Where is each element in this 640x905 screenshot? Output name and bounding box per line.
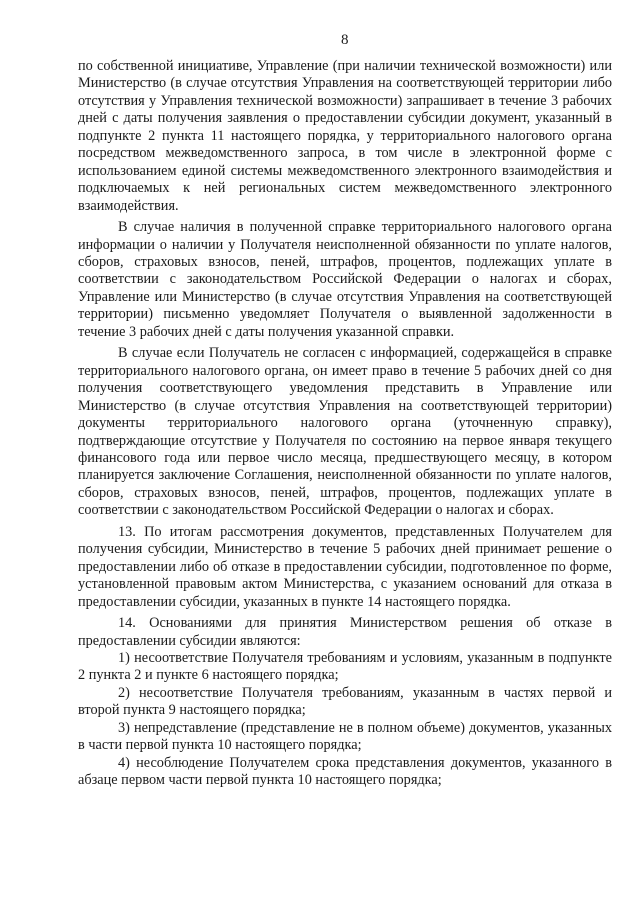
document-body bbox=[78, 58, 612, 790]
page-number: 8 bbox=[341, 32, 349, 48]
paragraph-tax-debt-notice: В случае наличия в полученной справке территориального налогового органа информации о наличии у Получателя неисполненной обязанности по уплате налогов, сборов, страховых взносов, пеней, штрафов, процентов, подлежащих уплате в соответствии с законодательством Российской Федерации о налогах и сборах, Управление или Министерство (в случае отсутствия Управления на соответствующей территории) письменно уведомляет Получателя о выявленной задолженности в течение 3 рабочих дней с даты получения указанной справки. bbox=[78, 219, 612, 340]
paragraph-13-decision: 13. По итогам рассмотрения документов, представленных Получателем для получения субсидии, Министерство в течение 5 рабочих дней принимает решение о предоставлении либо об отказе в предоставлении субсидии, подготовленное по форме, установленной правовым актом Министерства, с указанием оснований для отказа в предоставлении субсидии, указанных в пункте 14 настоящего порядка. bbox=[78, 523, 612, 610]
list-item-3: 3) непредставление (представление не в полном объеме) документов, указанных в части первой пункта 10 настоящего порядка; bbox=[78, 719, 612, 754]
list-item-2: 2) несоответствие Получателя требованиям, указанным в частях первой и второй пункта 9 настоящего порядка; bbox=[78, 684, 612, 719]
list-item-1: 1) несоответствие Получателя требованиям и условиям, указанным в подпункте 2 пункта 2 и пункте 6 настоящего порядка; bbox=[78, 649, 612, 684]
paragraph-disagreement: В случае если Получатель не согласен с информацией, содержащейся в справке территориального налогового органа, он имеет право в течение 5 рабочих дней со дня получения соответствующего уведомления представить в Управление или Министерство (в случае отсутствия Управления на соответствующей территории) документы территориального налогового органа (уточненную справку), подтверждающие отсутствие у Получателя по состоянию на первое января текущего финансового года или первое число месяца, предшествующего месяцу, в котором планируется заключение Соглашения, неисполненной обязанности по уплате налогов, сборов, страховых взносов, пеней, штрафов, процентов, подлежащих уплате в соответствии с законодательством Российской Федерации о налогах и сборах. bbox=[78, 345, 612, 519]
list-item-4: 4) несоблюдение Получателем срока представления документов, указанного в абзаце первом части первой пункта 10 настоящего порядка; bbox=[78, 754, 612, 789]
paragraph-continuation: по собственной инициативе, Управление (при наличии технической возможности) или Министерство (в случае отсутствия Управления на соответствующей территории либо отсутствия у Управления технической возможности) запрашивает в течение 3 рабочих дней с даты получения заявления о предоставлении субсидии документ, указанный в подпункте 2 пункта 11 настоящего порядка, у территориального налогового органа посредством межведомственного запроса, в том числе в электронной форме с использованием единой системы межведомственного электронного взаимодействия и подключаемых к ней региональных систем межведомственного электронного взаимодействия. bbox=[78, 58, 612, 214]
paragraph-14-grounds: 14. Основаниями для принятия Министерством решения об отказе в предоставлении субсидии являются: bbox=[78, 615, 612, 649]
